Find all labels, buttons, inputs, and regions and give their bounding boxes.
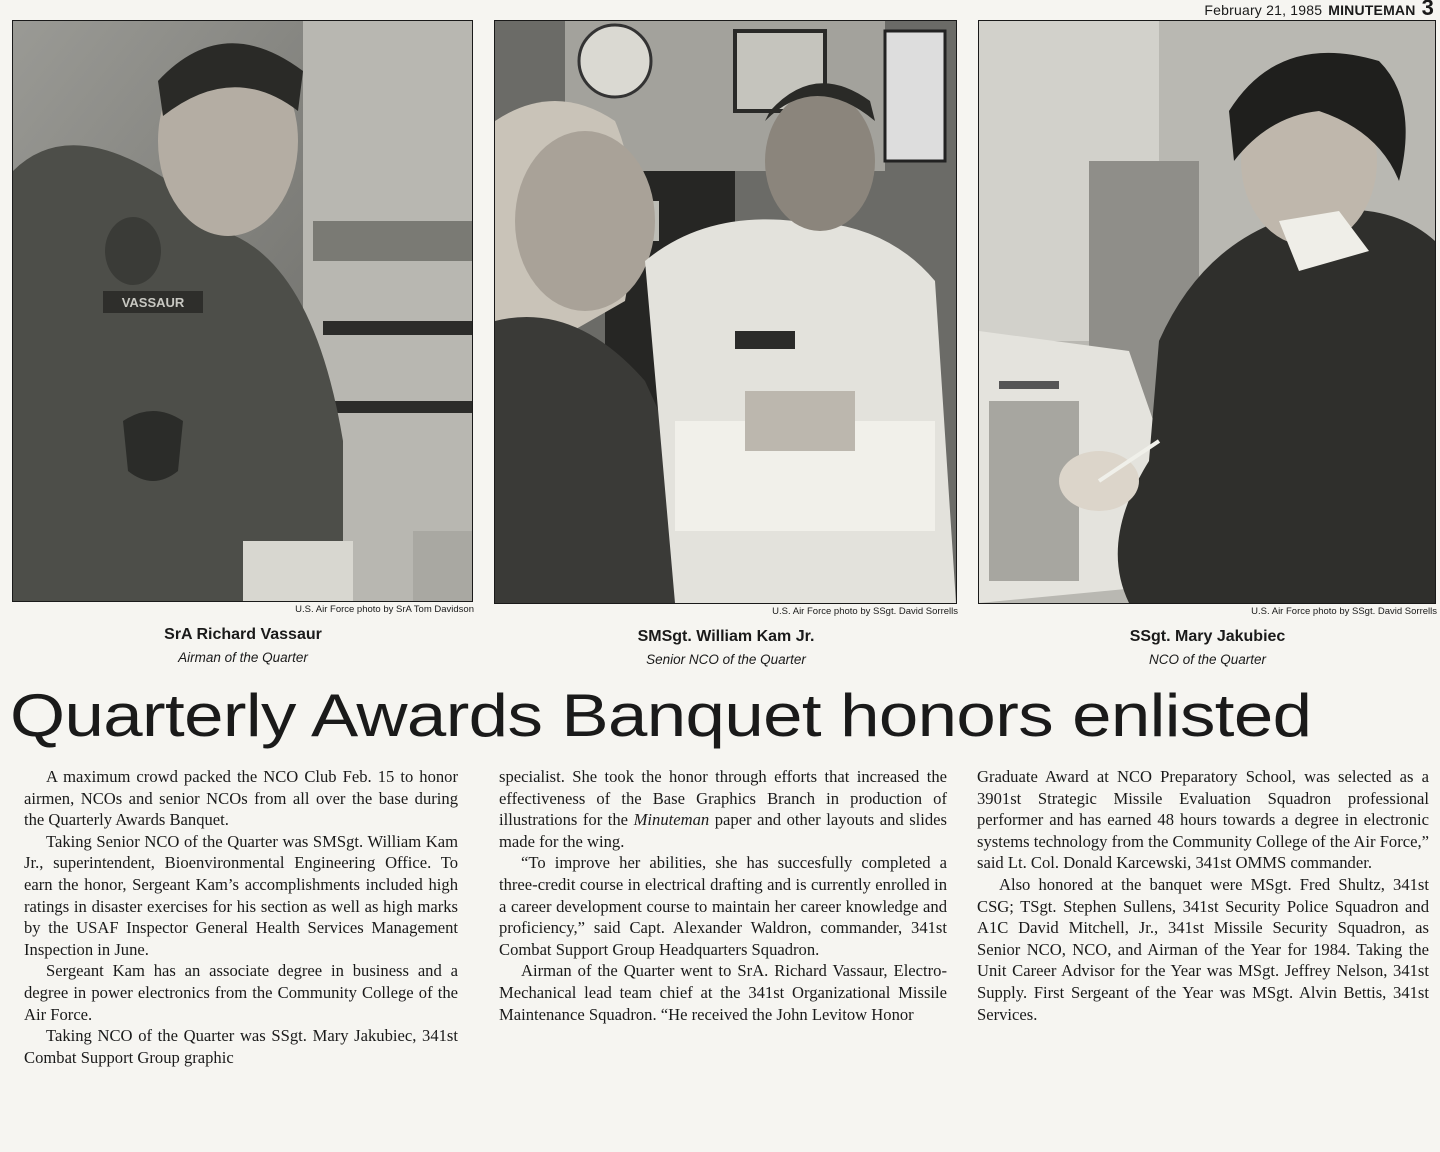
article-paragraph: Taking Senior NCO of the Quarter was SMSgt. William Kam Jr., superintendent, Bioenvironmental Engineering Office. To earn the honor, Sergeant Kam’s accomplishments included high ratings in disaster exercises for his section as well as high marks by the USAF Inspector General Health Services Management Inspection in June. (24, 831, 458, 959)
photo-credit-kam: U.S. Air Force photo by SSgt. David Sorrells (772, 606, 958, 617)
publication-reference: Minuteman (633, 810, 710, 830)
article-paragraph-continued (499, 766, 947, 852)
page-masthead (1204, 0, 1434, 20)
photo-jakubiec (978, 20, 1436, 604)
page-number: 3 (1421, 0, 1434, 20)
caption-name-jakubiec: SSgt. Mary Jakubiec (1129, 628, 1286, 645)
photo-block-vassaur (12, 20, 474, 670)
caption-title-vassaur: Airman of the Quarter (178, 650, 308, 665)
issue-date: February 21, 1985 (1204, 2, 1323, 18)
article-column-2 (499, 766, 947, 1025)
article-paragraph: Also honored at the banquet were MSgt. Fred Shultz, 341st CSG; TSgt. Stephen Sullens, 341st Security Police Squadron and A1C David Mitchell, Jr., 341st Missile Security Squadron, as Senior NCO, NCO, and Airman of the Year for 1984. Taking the Unit Career Advisor for the Year was MSgt. Jeffrey Nelson, 341st Supply. First Sergeant of the Year was MSgt. Alvin Bettis, 341st Services. (977, 874, 1429, 1024)
photo-vassaur (12, 20, 473, 602)
caption-name-vassaur: SrA Richard Vassaur (164, 626, 322, 643)
article-text: paper and other layouts and slides made for the wing. (499, 810, 948, 851)
publication-name: MINUTEMAN (1328, 2, 1416, 18)
photo-credit-vassaur: U.S. Air Force photo by SrA Tom Davidson (295, 604, 474, 615)
photo-block-jakubiec (978, 20, 1437, 670)
article-paragraph: Airman of the Quarter went to SrA. Richard Vassaur, Electro-Mechanical lead team chief at the 341st Organizational Missile Maintenance Squadron. “He received the John Levitow Honor (499, 961, 947, 1024)
article-column-3 (977, 766, 1429, 1025)
photo-kam (494, 20, 957, 604)
photo-credit-jakubiec: U.S. Air Force photo by SSgt. David Sorrells (1251, 606, 1437, 617)
headline: Quarterly Awards Banquet honors enlisted (10, 682, 1312, 749)
caption-title-jakubiec: NCO of the Quarter (1148, 652, 1267, 667)
article-paragraph: A maximum crowd packed the NCO Club Feb. 15 to honor airmen, NCOs and senior NCOs from all over the base during the Quarterly Awards Banquet. (24, 767, 458, 830)
caption-title-kam: Senior NCO of the Quarter (646, 652, 806, 667)
photo-block-kam (494, 20, 958, 670)
article-paragraph: Sergeant Kam has an associate degree in business and a degree in power electronics from the Community College of the Air Force. (24, 961, 458, 1024)
nametag-vassaur: VASSAUR (121, 295, 185, 310)
article-paragraph: Taking NCO of the Quarter was SSgt. Mary Jakubiec, 341st Combat Support Group graphic (24, 1026, 458, 1067)
caption-name-kam: SMSgt. William Kam Jr. (637, 628, 815, 645)
article-text: specialist. She took the honor through efforts that increased the effectiveness of the Base Graphics Branch in production of illustrations for the (499, 767, 947, 830)
article-paragraph-continued: Graduate Award at NCO Preparatory School, was selected as a 3901st Strategic Missile Evaluation Squadron professional performer and has earned 48 hours towards a degree in electronic systems technology from the Community College of the Air Force,” said Lt. Col. Donald Karcewski, 341st OMMS commander. (977, 767, 1429, 873)
article-paragraph: “To improve her abilities, she has succesfully completed a three-credit course in electrical drafting and is currently enrolled in a career development course to maintain her career knowledge and proficiency,” said Capt. Alexander Waldron, commander, 341st Combat Support Group Headquarters Squadron. (499, 853, 947, 959)
article-column-1 (24, 766, 458, 1068)
